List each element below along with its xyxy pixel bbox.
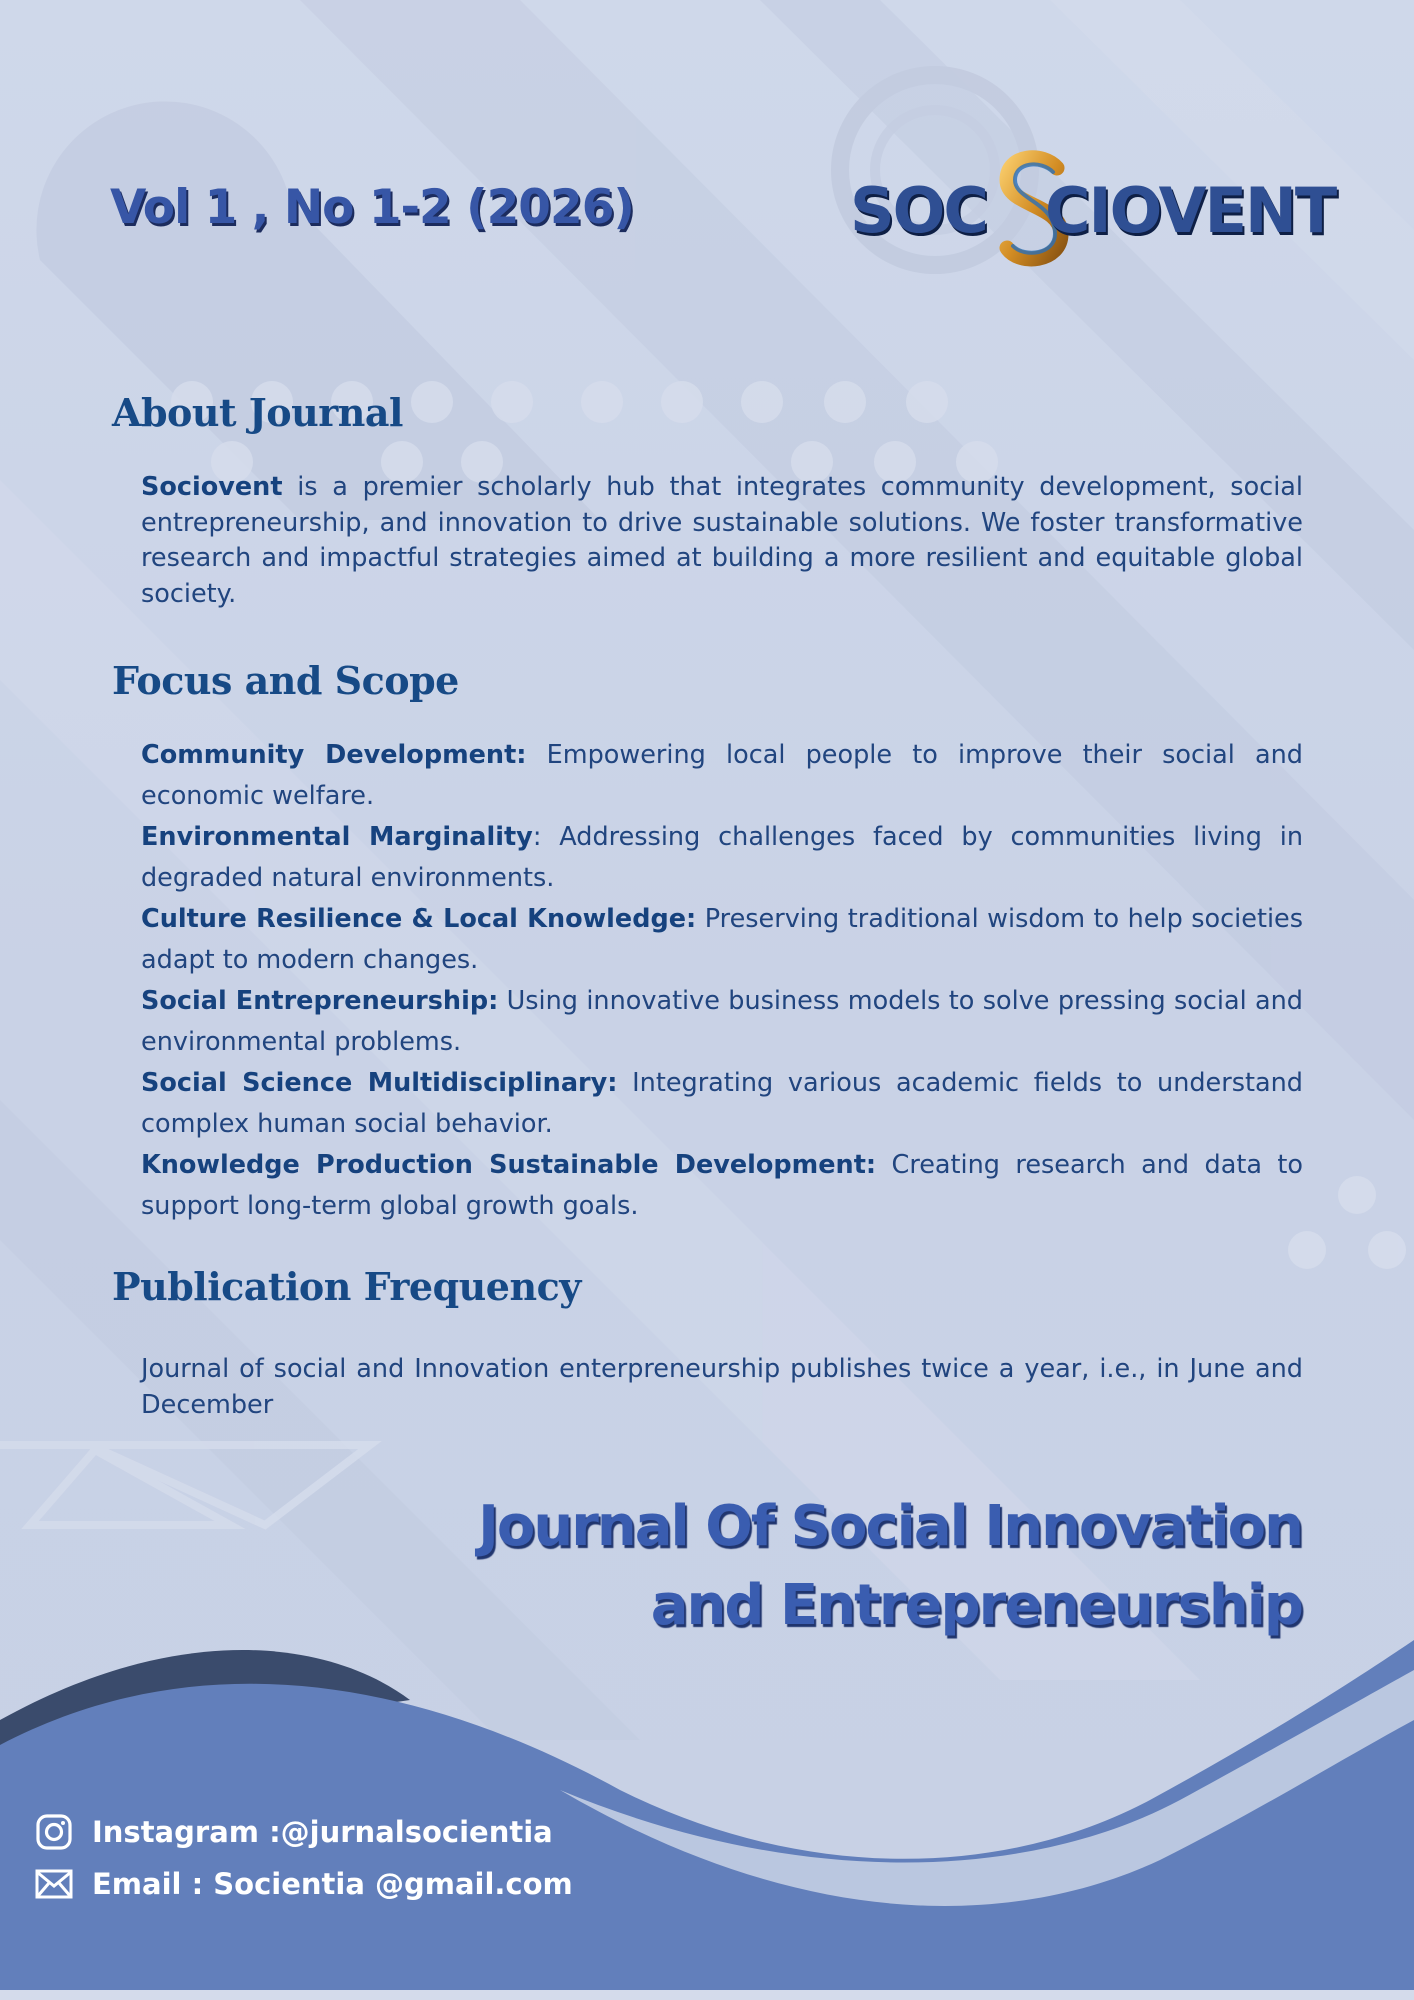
logo-text-left: SOC xyxy=(850,174,987,247)
focus-scope-list xyxy=(141,735,1303,1227)
scope-term: Social Science Multidisciplinary: xyxy=(141,1068,618,1098)
scope-item xyxy=(141,899,1303,981)
scope-term: Environmental Marginality xyxy=(141,822,533,852)
scope-text: Empowering local people to improve their social and economic welfare. xyxy=(141,740,1303,811)
instagram-icon xyxy=(34,1812,74,1852)
about-journal-text xyxy=(141,470,1303,612)
scope-text: Using innovative business models to solve pressing social and environmental problems. xyxy=(141,986,1303,1057)
instagram-handle[interactable]: Instagram :@jurnalsocientia xyxy=(92,1815,553,1849)
email-address[interactable]: Email : Socientia @gmail.com xyxy=(92,1867,573,1901)
scope-term: Community Development: xyxy=(141,740,527,770)
journal-name-title xyxy=(302,1487,1302,1645)
scope-text: : Addressing challenges faced by communities living in degraded natural environments. xyxy=(141,822,1303,893)
publication-frequency-text: Journal of social and Innovation enterpreneurship publishes twice a year, i.e., in June and December xyxy=(141,1354,1303,1420)
scope-item xyxy=(141,1063,1303,1145)
scope-text: Integrating various academic fields to understand complex human social behavior. xyxy=(141,1068,1303,1139)
logo-text-right: CIOVENT xyxy=(1045,174,1336,247)
journal-name-line1: Journal Of Social Innovation xyxy=(478,1494,1302,1559)
publication-frequency-heading: Publication Frequency xyxy=(112,1264,581,1309)
scope-item xyxy=(141,817,1303,899)
scope-item xyxy=(141,735,1303,817)
scope-text: Creating research and data to support long-term global growth goals. xyxy=(141,1150,1303,1221)
scope-term: Knowledge Production Sustainable Development: xyxy=(141,1150,877,1180)
scope-item xyxy=(141,1145,1303,1227)
volume-issue-title: Vol 1 , No 1-2 (2026) xyxy=(110,180,634,235)
email-contact[interactable] xyxy=(34,1862,573,1906)
mail-icon xyxy=(34,1864,74,1904)
focus-scope-heading: Focus and Scope xyxy=(112,658,459,703)
scope-text: Preserving traditional wisdom to help societies adapt to modern changes. xyxy=(141,904,1304,975)
about-body: is a premier scholarly hub that integrates community development, social entrepreneurship, and innovation to drive sustainable solutions. We foster transformative research and impactful strategies aimed at building a more resilient and equitable global society. xyxy=(141,472,1303,609)
journal-name-line2: and Entrepreneurship xyxy=(650,1573,1302,1638)
scope-term: Social Entrepreneurship: xyxy=(141,986,499,1016)
scope-term: Culture Resilience & Local Knowledge: xyxy=(141,904,697,934)
about-lead-term: Sociovent xyxy=(141,472,283,502)
about-journal-heading: About Journal xyxy=(112,390,403,435)
scope-item xyxy=(141,981,1303,1063)
instagram-contact[interactable] xyxy=(34,1810,553,1854)
sociovent-logo xyxy=(845,150,1345,275)
